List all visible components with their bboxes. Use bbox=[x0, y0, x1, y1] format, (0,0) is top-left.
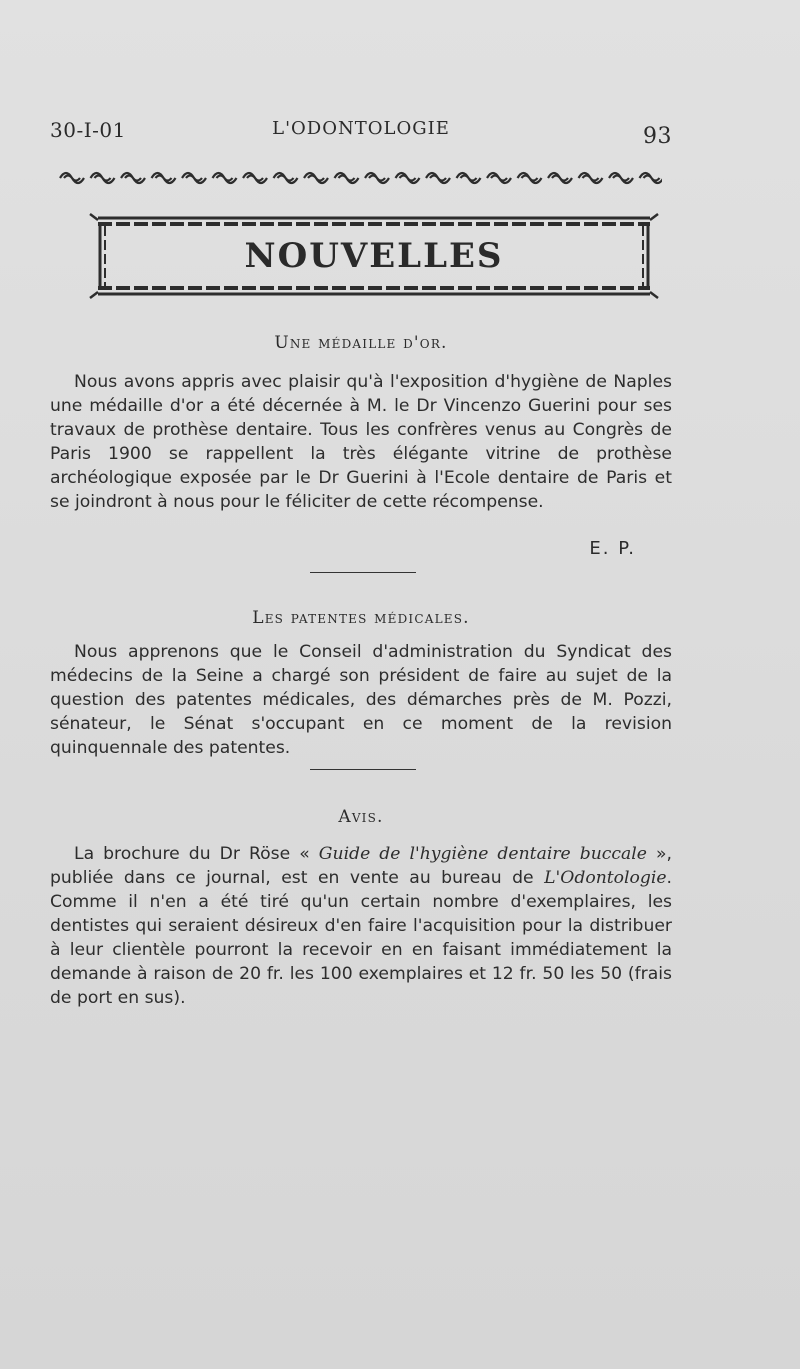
paragraph-avis bbox=[50, 842, 672, 1010]
paragraph-patentes: Nous apprenons que le Conseil d'administration du Syndicat des médecins de la Seine a chargé son président de faire au sujet de la question des patentes médicales, des démarches près de M. Pozzi, sénateur, le Sénat s'occupant en ce moment de la revision quinquennale des patentes. bbox=[50, 642, 672, 758]
ornament-knot bbox=[243, 173, 267, 183]
journal-title: L'ODONTOLOGIE bbox=[272, 118, 450, 139]
section-header-frame bbox=[88, 212, 660, 300]
ornament-knot bbox=[60, 173, 84, 183]
ornament-knot bbox=[213, 173, 237, 183]
ornament-knot bbox=[182, 173, 206, 183]
section-title-medaille: Une médaille d'or. bbox=[274, 333, 448, 353]
ornament-knot bbox=[304, 173, 328, 183]
ornament-knot bbox=[274, 173, 298, 183]
section-header-title: NOUVELLES bbox=[244, 236, 504, 276]
ornament-knot bbox=[152, 173, 176, 183]
ornament-knot bbox=[457, 173, 481, 183]
book-title: Guide de l'hygiène dentaire buccale bbox=[318, 844, 647, 864]
ornament-knot bbox=[609, 173, 633, 183]
ornamental-band bbox=[58, 166, 662, 190]
ornament-knot bbox=[548, 173, 572, 183]
ornament-knot bbox=[396, 173, 420, 183]
ornament-knot bbox=[640, 173, 663, 183]
ornament-knot bbox=[335, 173, 359, 183]
ornament-knot bbox=[426, 173, 450, 183]
paragraph-medaille: Nous avons appris avec plaisir qu'à l'exposition d'hygiène de Naples une médaille d'or a été décernée à M. le Dr Vincenzo Guerini pour ses travaux de prothèse dentaire. Tous les confrères venus au Congrès de Paris 1900 se rappellent la très élégante vitrine de prothèse archéologique exposée par le Dr Guerini à l'Ecole dentaire de Paris et se joindront à nous pour le féliciter de cette récompense. bbox=[50, 372, 672, 512]
ornament-knot bbox=[365, 173, 389, 183]
section-title-patentes: Les patentes médicales. bbox=[252, 608, 470, 628]
avis-text-start: La brochure du Dr Röse « bbox=[74, 844, 319, 864]
signature: E. P. bbox=[589, 538, 636, 559]
page-number: 93 bbox=[643, 124, 672, 149]
section-title-avis: Avis. bbox=[338, 807, 384, 827]
divider-rule-2 bbox=[310, 769, 416, 770]
ornament-knot bbox=[518, 173, 542, 183]
ornament-knot bbox=[91, 173, 115, 183]
issue-date: 30-I-01 bbox=[50, 118, 126, 142]
journal-name: L'Odontologie bbox=[544, 868, 667, 888]
ornament-knot bbox=[579, 173, 603, 183]
running-head bbox=[50, 118, 672, 148]
avis-text-mid: », publiée dans ce journal, est en vente au bureau de bbox=[50, 844, 672, 888]
avis-text-end: . Comme il n'en a été tiré qu'un certain nombre d'exemplaires, les dentistes qui seraient désireux d'en faire l'acquisition pour la distribuer à leur clientèle pourront la recevoir en en faisant immédiatement la demande à raison de 20 fr. les 100 exemplaires et 12 fr. 50 les 50 (frais de port en sus). bbox=[50, 868, 672, 1008]
divider-rule-1 bbox=[310, 572, 416, 573]
ornament-knot bbox=[487, 173, 511, 183]
ornament-knot bbox=[121, 173, 145, 183]
